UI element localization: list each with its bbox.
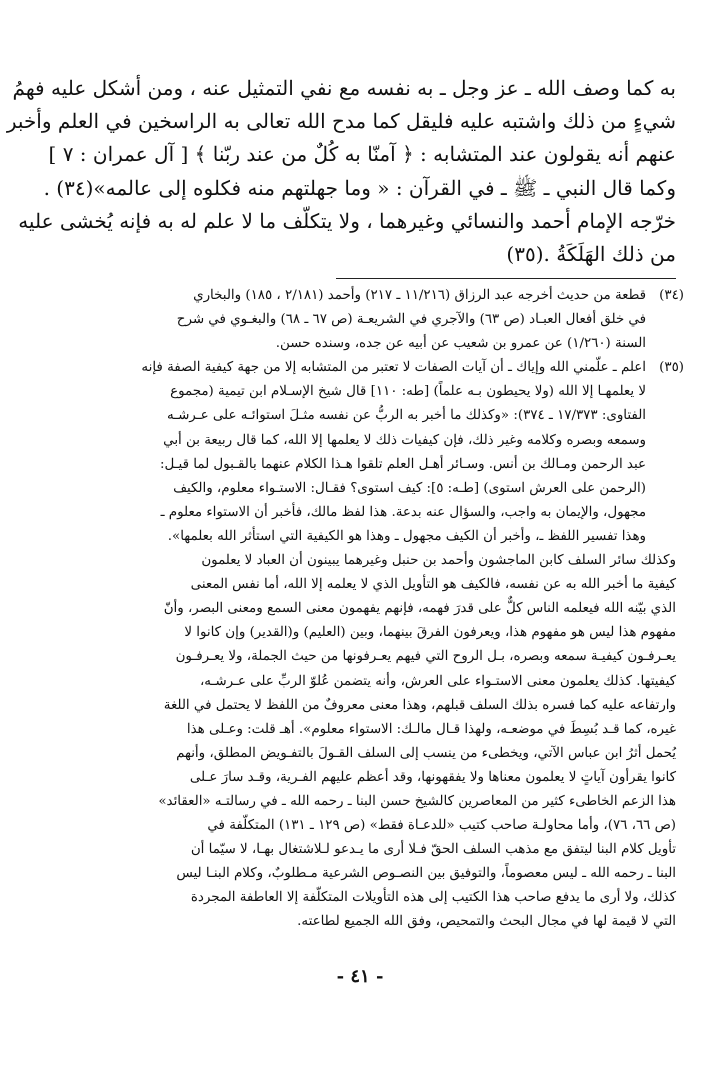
footnote-35 <box>54 356 684 934</box>
main-text-line: وكما قال النبي ـ ﷺ ـ في القرآن : « وما جهلتهم منه فكلوه إلى عالمه»(٣٤) . <box>43 175 676 200</box>
footnote-line: (الرحمن على العرش استوى) [طـه: ٥]: كيف استوى؟ فقـال: الاستـواء معلوم، والكيف <box>173 480 646 496</box>
footnote-line: كيفيتها. كذلك يعلمون معنى الاستـواء على العرش، وأنه يتضمن عُلوّ الربِّ على عـرشـه، <box>199 673 676 689</box>
footnotes <box>54 284 684 935</box>
footnote-line: في خلق أفعال العبـاد (ص ٦٣) والآجري في الشريعـة (ص ٦٧ ـ ٦٨) والبغـوي في شرح <box>176 312 646 328</box>
footnote-line: مفهوم هذا ليس هو مفهوم هذا، ويعرفون الفرقَ بينهما، وبين (العليم) و(القدير) وإن كانوا لا <box>184 625 676 641</box>
footnote-line: وكذلك سائر السلف كابن الماجشون وأحمد بن حنبل وغيرهما يبينون أن العباد لا يعلمون <box>201 553 676 569</box>
footnote-line: تأويل كلام البنا ليتفق مع مذهب السلف الحقّ فـلا أرى ما يـدعو لـلاشتغال بهـا، لا سيّما أن <box>190 842 676 858</box>
footnote-line: عبد الرحمن ومـالك بن أنس. وسـائر أهـل العلم تلقوا هـذا الكلام عنهما بالقـبول لما قيـل: <box>159 456 646 472</box>
footnote-line: الفتاوى: ١٧/٣٧٣ ـ ٣٧٤): «وكذلك ما أخبر به الربُّ عن نفسه مثـلَ استوائـه على عـرشـه <box>166 408 646 424</box>
main-text-line: شيءٍ من ذلك واشتبه عليه فليقل كما مدح الله تعالى به الراسخين في العلم وأخبر <box>6 109 676 134</box>
footnote-line: كيفية ما أخبر الله به عن نفسه، فالكيف هو التأويل الذي لا يعلمه إلا الله، أما نفس المعنى <box>190 577 676 593</box>
footnote-line: يعـرفـون كيفيـة سمعه وبصره، بـل الروح التي فيهم يعـرفونها من حيث الجملة، ولا يعـرفـون <box>175 649 676 665</box>
footnote-line: هذا الزعم الخاطىء كثير من المعاصرين كالشيخ حسن البنا ـ رحمه الله ـ في رسالتـه «العقائد» <box>158 793 676 809</box>
main-text-line: خرّجه الإمام أحمد والنسائي وغيرهما ، ولا يتكلّف ما لا علم له به فإنه يُخشى عليه <box>18 208 676 233</box>
footnote-line: اعلم ـ علّمني الله وإياك ـ أن آيات الصفات لا تعتبر من المتشابه إلا من جهة كيفية الصفة فإنه <box>141 360 646 376</box>
footnote-number: (٣٤) <box>659 288 684 303</box>
footnote-line: وهذا تفسير اللفظ ـ، وأخبر أن الكيف مجهول ـ وهذا هو الكيفية التي استأثر الله بعلمها». <box>167 528 646 544</box>
footnote-line: كذلك، ولا أرى ما يدفع صاحب هذا الكتيب إلى هذه التأويلات المتكلّفة إلا العاطفة المجردة <box>190 890 676 906</box>
footnote-line: يُحمل أثرُ ابن عباس الآتي، ويخطىء من ينسب إلى السلف القـولَ بالتفـويض المطلق، وأنهم <box>176 745 676 761</box>
footnote-line: كانوا يقرأون آياتٍ لا يعلمون معناها ولا يفقهونها، وقد أعظم عليهم الفـرية، وقـد سارَ عـلى <box>189 769 676 785</box>
main-text-line: عنهم أنه يقولون عند المتشابه : ﴿ آمنّا به كُلٌ من عند ربّنا ﴾ [ آل عمران : ٧ ] <box>48 142 676 167</box>
footnote-line: وسمعه وبصره وكلامه وغير ذلك، فإن كيفيات ذلك لا يعلمها إلا الله، كما قال ربيعة بن أبي <box>163 432 646 448</box>
main-text-line: من ذلك الهَلَكَةُ .(٣٥) <box>506 242 676 267</box>
footnote-line: الذي بيّنه الله فيعلمه الناس كلٌّ على قدرَ فهمه، فإنهم يفهمون معنى السمع ومعنى البصر، وأنّ <box>163 601 676 617</box>
footnote-line: (ص ٦٦، ٧٦)، وأما محاولـة صاحب كتيب «للدعـاة فقط» (ص ١٢٩ ـ ١٣١) المتكلّفة في <box>207 818 676 834</box>
page-number: - ٤١ - <box>336 966 384 987</box>
footnote-line: لا يعلمهـا إلا الله (ولا يحيطون بـه علماً) [طه: ١١٠] قال شيخ الإسـلام ابن تيمية (مجموع <box>170 384 646 400</box>
footnote-line: البنا ـ رحمه الله ـ ليس معصوماً، والتوفيق بين النصـوص الشرعية مـطلوبٌ، وكلام البنـا ليس <box>176 866 676 882</box>
footnote-34 <box>54 284 684 356</box>
footnote-line: مجهول، والإيمان به واجب، والسؤال عنه بدعة. هذا لفظ مالك، فأخبر أن الاستواء معلوم ـ <box>160 504 646 520</box>
footnote-line: غيره، كما قـد بُسِطَ في موضعـه، ولهذا قـال مالـك: الاستواء معلوم». أهـ قلت: وعـلى هذا <box>186 721 676 737</box>
footnote-line: السنة (١/٢٦٠) عن عمرو بن شعيب عن أبيه عن جده، وسنده حسن. <box>275 336 646 352</box>
footnote-line: التي لا قيمة لها في مجال البحث والتمحيص، وفق الله الجميع لطاعته. <box>297 914 676 930</box>
main-text <box>6 72 676 271</box>
footnote-line: وارتفاعه عليه كما فسره بذلك السلف قبلهم، وهذا معنى معروفٌ من اللفظ لا يحتمل في اللغة <box>163 697 676 713</box>
main-text-line: به كما وصف الله ـ عز وجل ـ به نفسه مع نفي التمثيل عنه ، ومن أشكل عليه فهمُ <box>12 76 676 100</box>
footnote-number: (٣٥) <box>659 360 684 376</box>
footnote-separator <box>336 278 676 279</box>
footnote-line: قطعة من حديث أخرجه عبد الرزاق (١١/٢١٦ ـ ٢١٧) وأحمد (٢/١٨١ ، ١٨٥) والبخاري <box>193 288 646 303</box>
